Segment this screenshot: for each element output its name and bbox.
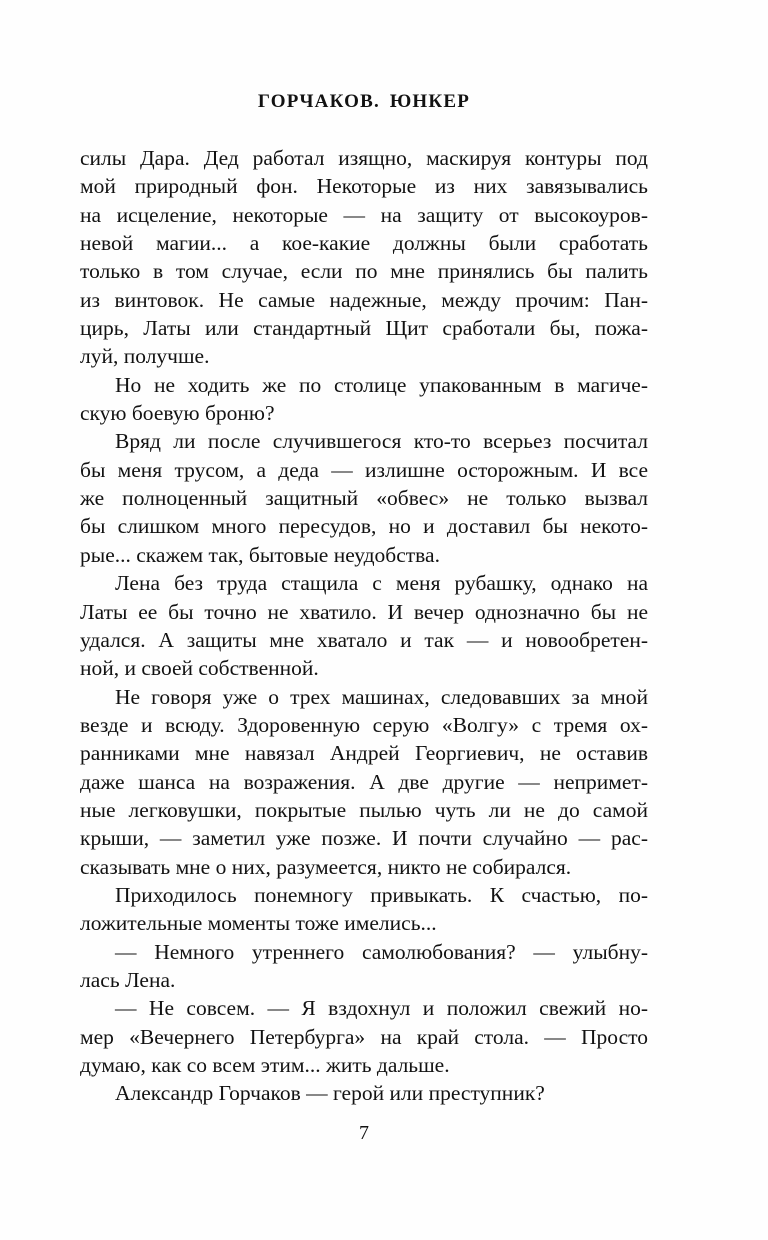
text-line: лась Лена. [80, 967, 176, 992]
text-line: бы слишком много пересудов, но и доставил бы некото- [80, 514, 648, 539]
text-line: же полноценный защитный «обвес» не только вызвал [80, 486, 648, 511]
text-line: удался. А защиты мне хватало и так — и новообретен- [80, 627, 648, 652]
page-number: 7 [359, 1122, 369, 1144]
text-line: Приходилось понемногу привыкать. К счастью, по- [115, 882, 648, 907]
text-line: — Немного утреннего самолюбования? — улыбну- [115, 939, 648, 964]
text-line: силы Дара. Дед работал изящно, маскируя контуры под [80, 146, 648, 170]
text-line: даже шанса на возражения. А две другие — непримет- [80, 769, 648, 794]
text-line: невой магии... а кое-какие должны были сработать [80, 231, 648, 256]
text-line: Лена без труда стащила с меня рубашку, однако на [115, 571, 648, 596]
text-line: ной, и своей собственной. [80, 656, 319, 681]
text-line: бы меня трусом, а деда — излишне осторожным. И все [80, 457, 648, 482]
text-line: из винтовок. Не самые надежные, между прочим: Пан- [80, 287, 648, 312]
text-line: мой природный фон. Некоторые из них завязывались [80, 174, 648, 199]
text-line: мер «Вечернего Петербурга» на край стола. — Просто [80, 1024, 648, 1049]
text-line: луй, получше. [80, 344, 210, 369]
running-title: ГОРЧАКОВ. ЮНКЕР [257, 91, 471, 112]
text-line: ные легковушки, покрытые пылью чуть ли не до самой [80, 797, 648, 822]
text-line: Вряд ли после случившегося кто-то всерьез посчитал [115, 429, 648, 454]
text-line: думаю, как со всем этим... жить дальше. [80, 1053, 450, 1077]
text-line: скую боевую броню? [80, 401, 275, 426]
text-line: только в том случае, если по мне принялись бы палить [80, 259, 648, 284]
body-text [80, 144, 648, 1108]
text-line: крыши, — заметил уже позже. И почти случайно — рас- [80, 826, 648, 851]
text-line: рые... скажем так, бытовые неудобства. [80, 542, 440, 567]
text-line: Александр Горчаков — герой или преступник? [115, 1081, 545, 1106]
text-line: цирь, Латы или стандартный Щит сработали бы, пожа- [80, 316, 648, 341]
text-line: ранниками мне навязал Андрей Георгиевич, не оставив [80, 741, 648, 766]
text-line: везде и всюду. Здоровенную серую «Волгу» с тремя ох- [80, 712, 648, 737]
text-line: на исцеление, некоторые — на защиту от высокоуров- [80, 202, 648, 227]
text-line: сказывать мне о них, разумеется, никто не собирался. [80, 854, 572, 879]
text-line: Не говоря уже о трех машинах, следовавших за мной [115, 684, 648, 709]
text-line: — Не совсем. — Я вздохнул и положил свежий но- [115, 996, 648, 1021]
text-line: Латы ее бы точно не хватило. И вечер однозначно бы не [80, 599, 648, 624]
text-line: ложительные моменты тоже имелись... [80, 911, 437, 936]
text-line: Но не ходить же по столице упакованным в магиче- [115, 372, 648, 397]
